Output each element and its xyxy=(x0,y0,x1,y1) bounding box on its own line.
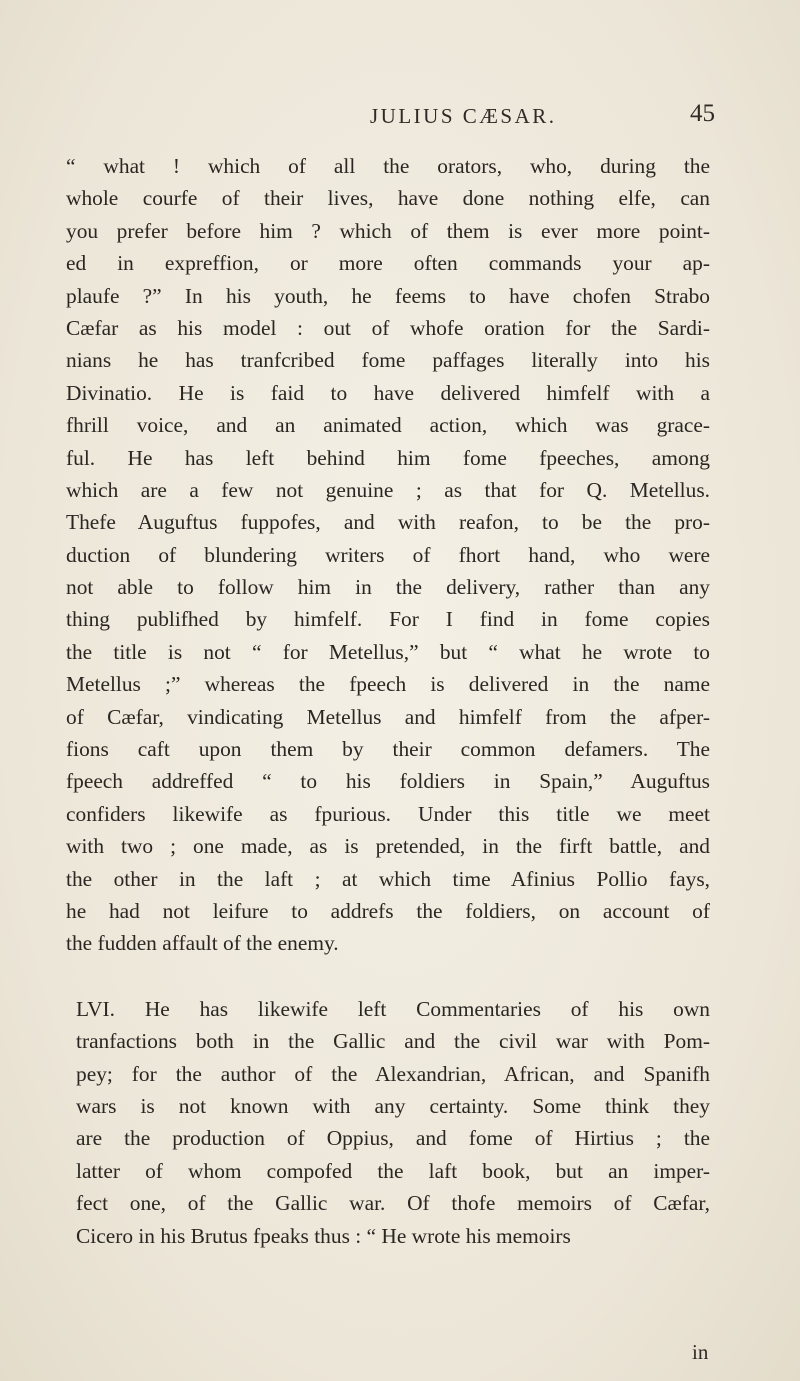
paragraph-continuation xyxy=(66,150,710,960)
text-line: Cicero in his Brutus fpeaks thus : “ He wrote his memoirs xyxy=(76,1223,571,1248)
text-line: are the production of Oppius, and fome of Hirtius ; the xyxy=(76,1126,710,1151)
text-line: fect one, of the Gallic war. Of thofe memoirs of Cæfar, xyxy=(76,1191,710,1216)
text-line: the other in the laft ; at which time Afinius Pollio fays, xyxy=(66,866,710,891)
text-line: he had not leifure to addrefs the foldiers, on account of xyxy=(66,898,710,923)
text-line: which are a few not genuine ; as that for Q. Metellus. xyxy=(66,477,710,502)
text-line: ful. He has left behind him fome fpeeches, among xyxy=(66,445,710,470)
text-line: wars is not known with any certainty. Some think they xyxy=(76,1093,710,1118)
text-line: of Cæfar, vindicating Metellus and himfelf from the afper- xyxy=(66,704,710,729)
text-line: fhrill voice, and an animated action, which was grace- xyxy=(66,413,710,438)
text-line: pey; for the author of the Alexandrian, African, and Spanifh xyxy=(76,1061,710,1086)
text-line: with two ; one made, as is pretended, in the firft battle, and xyxy=(66,834,710,859)
text-line: not able to follow him in the delivery, rather than any xyxy=(66,575,710,600)
text-line: Thefe Auguftus fuppofes, and with reafon, to be the pro- xyxy=(66,510,710,535)
body-text xyxy=(66,150,710,1252)
text-line: plaufe ?” In his youth, he feems to have chofen Strabo xyxy=(66,283,710,308)
text-line: the fudden affault of the enemy. xyxy=(66,931,339,956)
text-line: nians he has tranfcribed fome paffages literally into his xyxy=(66,348,710,373)
text-line: fions caft upon them by their common defamers. The xyxy=(66,737,710,762)
text-line: ed in expreffion, or more often commands your ap- xyxy=(66,251,710,276)
page-number: 45 xyxy=(690,100,715,127)
text-line: confiders likewife as fpurious. Under this title we meet xyxy=(66,801,710,826)
running-head: JULIUS CÆSAR. xyxy=(370,104,557,128)
paragraph-lvi xyxy=(66,993,710,1252)
text-line: thing publifhed by himfelf. For I find in fome copies xyxy=(66,607,710,632)
catchword: in xyxy=(692,1340,709,1364)
page-header xyxy=(0,100,800,140)
text-line: Cæfar as his model : out of whofe oration for the Sardi- xyxy=(66,315,710,340)
text-line: latter of whom compofed the laft book, but an imper- xyxy=(76,1158,710,1183)
text-line: Metellus ;” whereas the fpeech is delivered in the name xyxy=(66,672,710,697)
text-line: tranfactions both in the Gallic and the civil war with Pom- xyxy=(76,1029,710,1054)
text-line: you prefer before him ? which of them is ever more point- xyxy=(66,218,710,243)
text-line: fpeech addreffed “ to his foldiers in Spain,” Auguftus xyxy=(66,769,710,794)
text-line: duction of blundering writers of fhort hand, who were xyxy=(66,542,710,567)
paragraph-gap xyxy=(66,960,710,993)
text-line: LVI. He has likewife left Commentaries of his own xyxy=(76,996,710,1021)
text-line: whole courfe of their lives, have done nothing elfe, can xyxy=(66,186,710,211)
text-line: Divinatio. He is faid to have delivered himfelf with a xyxy=(66,380,710,405)
text-line: the title is not “ for Metellus,” but “ what he wrote to xyxy=(66,639,710,664)
text-line: “ what ! which of all the orators, who, during the xyxy=(66,154,710,178)
